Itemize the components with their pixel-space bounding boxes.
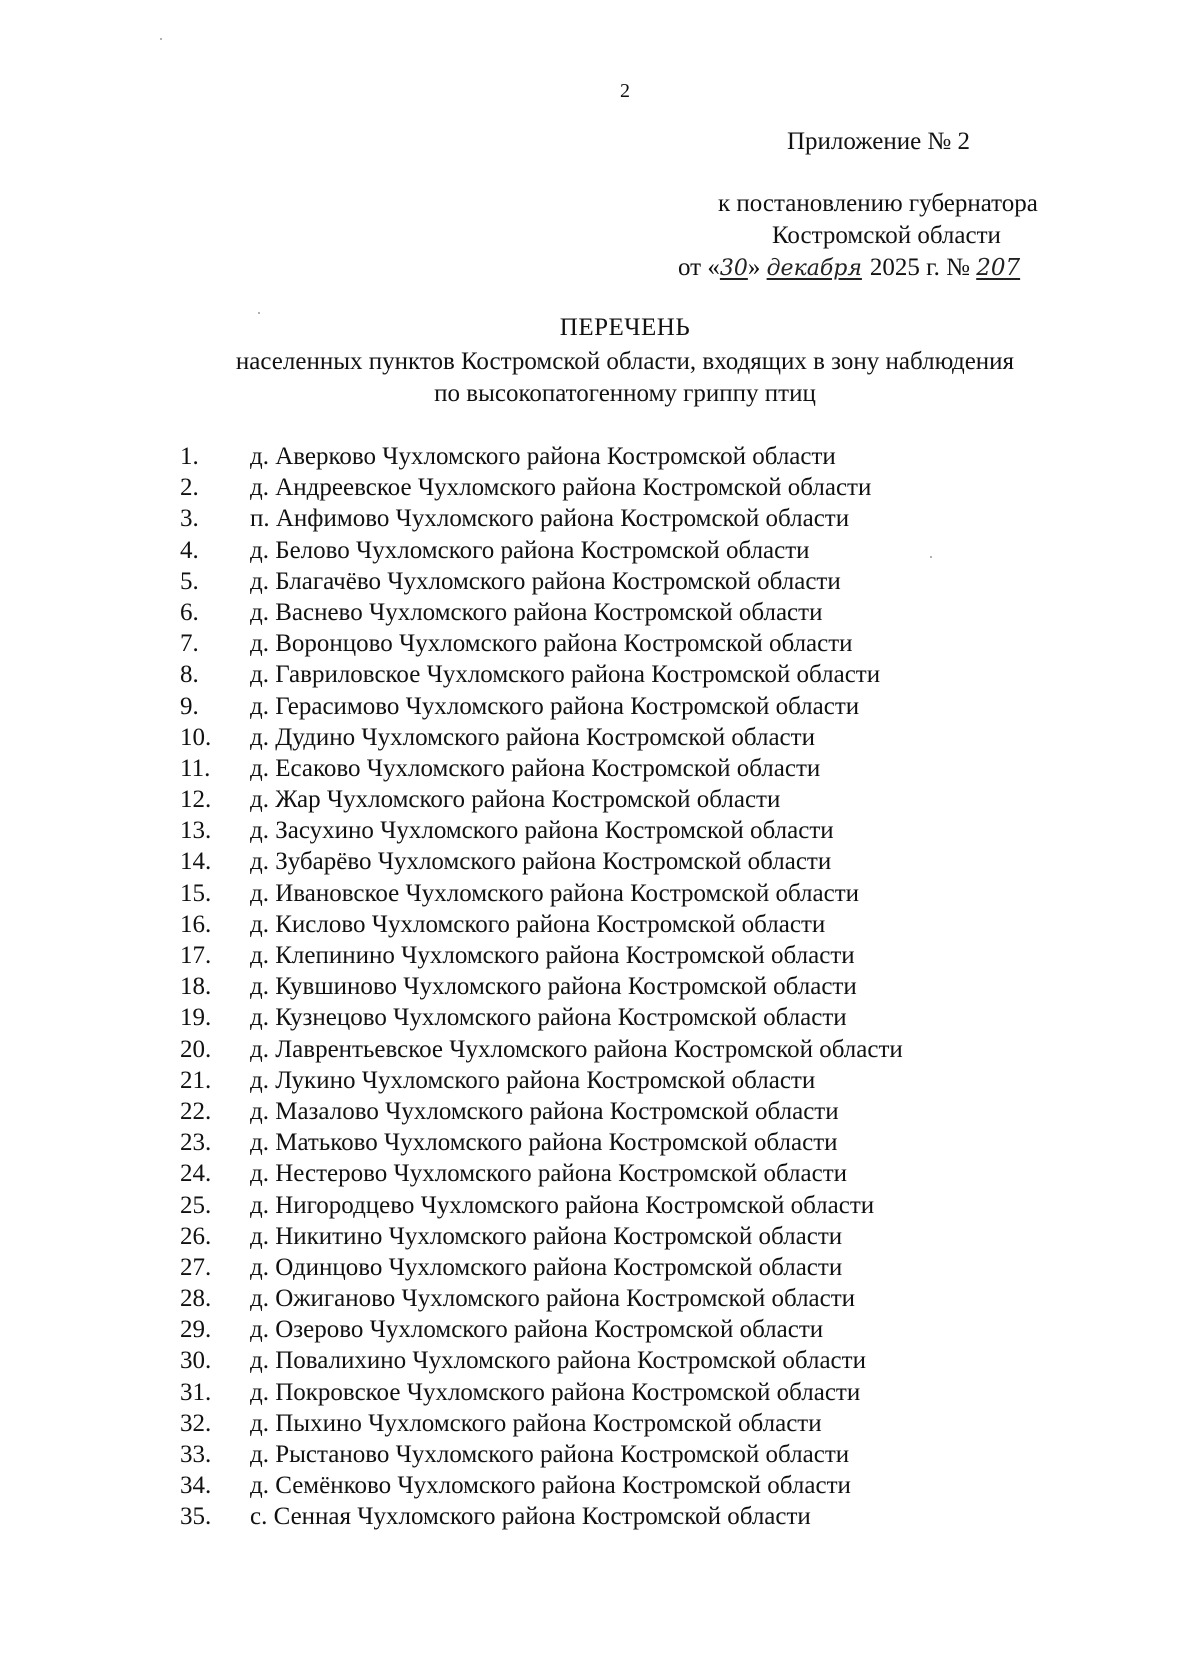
list-item-text: д. Повалихино Чухломского района Костромской области [250, 1347, 866, 1375]
list-item-text: д. Покровское Чухломского района Костромской области [250, 1378, 861, 1406]
list-item [180, 1501, 903, 1532]
list-item-number: 20. [180, 1035, 212, 1063]
list-item [180, 940, 903, 971]
list-item-number: 4. [180, 536, 199, 564]
handwritten-day: 30 [719, 256, 748, 281]
list-item [180, 878, 903, 909]
list-item-number: 14. [180, 848, 212, 876]
list-item [180, 753, 903, 784]
list-item-text: д. Кислово Чухломского района Костромской области [250, 910, 826, 938]
list-item-text: д. Андреевское Чухломского района Костромской области [250, 474, 872, 502]
list-item [180, 1127, 903, 1158]
document-subtitle-line2: по высокопатогенному гриппу птиц [434, 380, 816, 407]
list-item-text: д. Семёнково Чухломского района Костромской области [250, 1472, 851, 1500]
list-item [180, 1252, 903, 1283]
list-item [180, 503, 903, 534]
list-item-number: 17. [180, 942, 212, 969]
list-item-number: 6. [180, 598, 199, 626]
list-item [180, 1283, 903, 1314]
list-item-number: 29. [180, 1316, 212, 1344]
list-item-number: 27. [180, 1253, 212, 1281]
list-item-number: 23. [180, 1129, 212, 1157]
list-item-number: 19. [180, 1004, 212, 1032]
list-item-text: д. Есаково Чухломского района Костромской области [250, 754, 821, 782]
list-item-text: д. Ожиганово Чухломского района Костромской области [250, 1285, 856, 1313]
list-item [180, 472, 903, 503]
list-item-number: 34. [180, 1472, 212, 1500]
list-item [180, 1408, 903, 1439]
decree-quote-close: » [747, 254, 761, 281]
list-item-number: 5. [180, 567, 199, 595]
list-item-number: 35. [180, 1503, 212, 1531]
list-item-number: 22. [180, 1097, 212, 1125]
list-item-text: д. Аверково Чухломского района Костромской области [250, 443, 836, 470]
scan-speck [160, 38, 162, 40]
list-item-number: 13. [180, 817, 212, 845]
settlement-list [180, 441, 903, 1533]
list-item-text: д. Дудино Чухломского района Костромской области [250, 723, 815, 751]
list-item-number: 24. [180, 1160, 212, 1188]
list-item-text: д. Воронцово Чухломского района Костромской области [250, 630, 853, 658]
list-item-text: д. Мазалово Чухломского района Костромской области [250, 1097, 839, 1125]
list-item [180, 597, 903, 628]
list-item [180, 628, 903, 659]
list-item-number: 8. [180, 661, 199, 689]
list-item-text: д. Рыстаново Чухломского района Костромской области [250, 1441, 850, 1468]
list-item-text: д. Никитино Чухломского района Костромской области [250, 1222, 843, 1250]
list-item-text: д. Кузнецово Чухломского района Костромской области [250, 1004, 847, 1032]
list-item-number: 33. [180, 1441, 212, 1468]
list-item-number: 1. [180, 443, 199, 470]
appendix-label: Приложение № 2 [787, 128, 971, 155]
list-item-number: 28. [180, 1285, 212, 1313]
list-item [180, 722, 903, 753]
list-item-number: 10. [180, 723, 212, 751]
list-item-text: д. Нестерово Чухломского района Костромской области [250, 1160, 848, 1188]
list-item-number: 30. [180, 1347, 212, 1375]
list-item-number: 9. [180, 692, 199, 720]
decree-year-part: 2025 г. № [869, 254, 970, 281]
list-item-number: 15. [180, 879, 212, 907]
list-item-number: 7. [180, 630, 199, 658]
list-item-text: д. Кувшиново Чухломского района Костромской области [250, 973, 857, 1001]
list-item [180, 971, 903, 1002]
decree-date-line [678, 254, 1020, 282]
list-item [180, 1002, 903, 1033]
list-item-text: д. Васнево Чухломского района Костромской области [250, 598, 823, 626]
list-item-text: п. Анфимово Чухломского района Костромской области [250, 505, 850, 533]
page-number: 2 [620, 80, 630, 102]
list-item [180, 846, 903, 877]
handwritten-month: декабря [766, 256, 862, 281]
list-item-text: д. Засухино Чухломского района Костромской области [250, 817, 834, 845]
list-item-number: 3. [180, 505, 199, 533]
list-item-text: д. Лукино Чухломского района Костромской области [250, 1066, 816, 1094]
list-item [180, 535, 903, 566]
list-item [180, 691, 903, 722]
list-item-number: 31. [180, 1378, 212, 1406]
list-item [180, 1158, 903, 1189]
list-item-text: д. Нигородцево Чухломского района Костромской области [250, 1191, 875, 1219]
list-item-text: д. Озерово Чухломского района Костромской области [250, 1316, 824, 1344]
document-subtitle-line1: населенных пунктов Костромской области, входящих в зону наблюдения [235, 348, 1015, 375]
list-item [180, 566, 903, 597]
handwritten-decree-number: 207 [976, 255, 1021, 281]
list-item-text: д. Ивановское Чухломского района Костромской области [250, 879, 860, 907]
list-item-number: 32. [180, 1409, 212, 1437]
list-item [180, 1096, 903, 1127]
list-item-number: 18. [180, 973, 212, 1001]
list-item-number: 2. [180, 474, 199, 502]
list-item-number: 11. [180, 754, 211, 782]
list-item [180, 784, 903, 815]
document-title: ПЕРЕЧЕНЬ [559, 314, 691, 341]
list-item [180, 1470, 903, 1501]
list-item-number: 21. [180, 1066, 212, 1094]
scan-speck [930, 556, 932, 558]
list-item [180, 815, 903, 846]
decree-reference-line2: Костромской области [772, 222, 1001, 249]
list-item-text: д. Матьково Чухломского района Костромской области [250, 1129, 838, 1157]
list-item-text: д. Клепинино Чухломского района Костромской области [250, 942, 855, 969]
list-item [180, 1034, 903, 1065]
list-item-text: д. Герасимово Чухломского района Костромской области [250, 692, 860, 720]
list-item-text: д. Белово Чухломского района Костромской области [250, 536, 810, 564]
list-item-text: д. Жар Чухломского района Костромской области [250, 786, 781, 814]
list-item-number: 25. [180, 1191, 212, 1219]
list-item-text: д. Благачёво Чухломского района Костромской области [250, 567, 841, 595]
list-item-text: д. Пыхино Чухломского района Костромской области [250, 1409, 822, 1437]
list-item [180, 1190, 903, 1221]
decree-date-prefix: от « [678, 254, 720, 281]
list-item [180, 1377, 903, 1408]
list-item-text: д. Зубарёво Чухломского района Костромской области [250, 848, 832, 876]
list-item [180, 909, 903, 940]
list-item-text: д. Лаврентьевское Чухломского района Костромской области [250, 1035, 903, 1063]
list-item-number: 12. [180, 786, 212, 814]
list-item [180, 1221, 903, 1252]
list-item-text: с. Сенная Чухломского района Костромской области [250, 1503, 811, 1531]
list-item [180, 1065, 903, 1096]
list-item [180, 1345, 903, 1376]
list-item-text: д. Гавриловское Чухломского района Костромской области [250, 661, 881, 689]
decree-reference-line1: к постановлению губернатора [718, 190, 1038, 217]
list-item-number: 16. [180, 910, 212, 938]
list-item-text: д. Одинцово Чухломского района Костромской области [250, 1253, 843, 1281]
list-item [180, 659, 903, 690]
list-item-number: 26. [180, 1222, 212, 1250]
list-item [180, 1314, 903, 1345]
list-item [180, 441, 903, 472]
list-item [180, 1439, 903, 1470]
